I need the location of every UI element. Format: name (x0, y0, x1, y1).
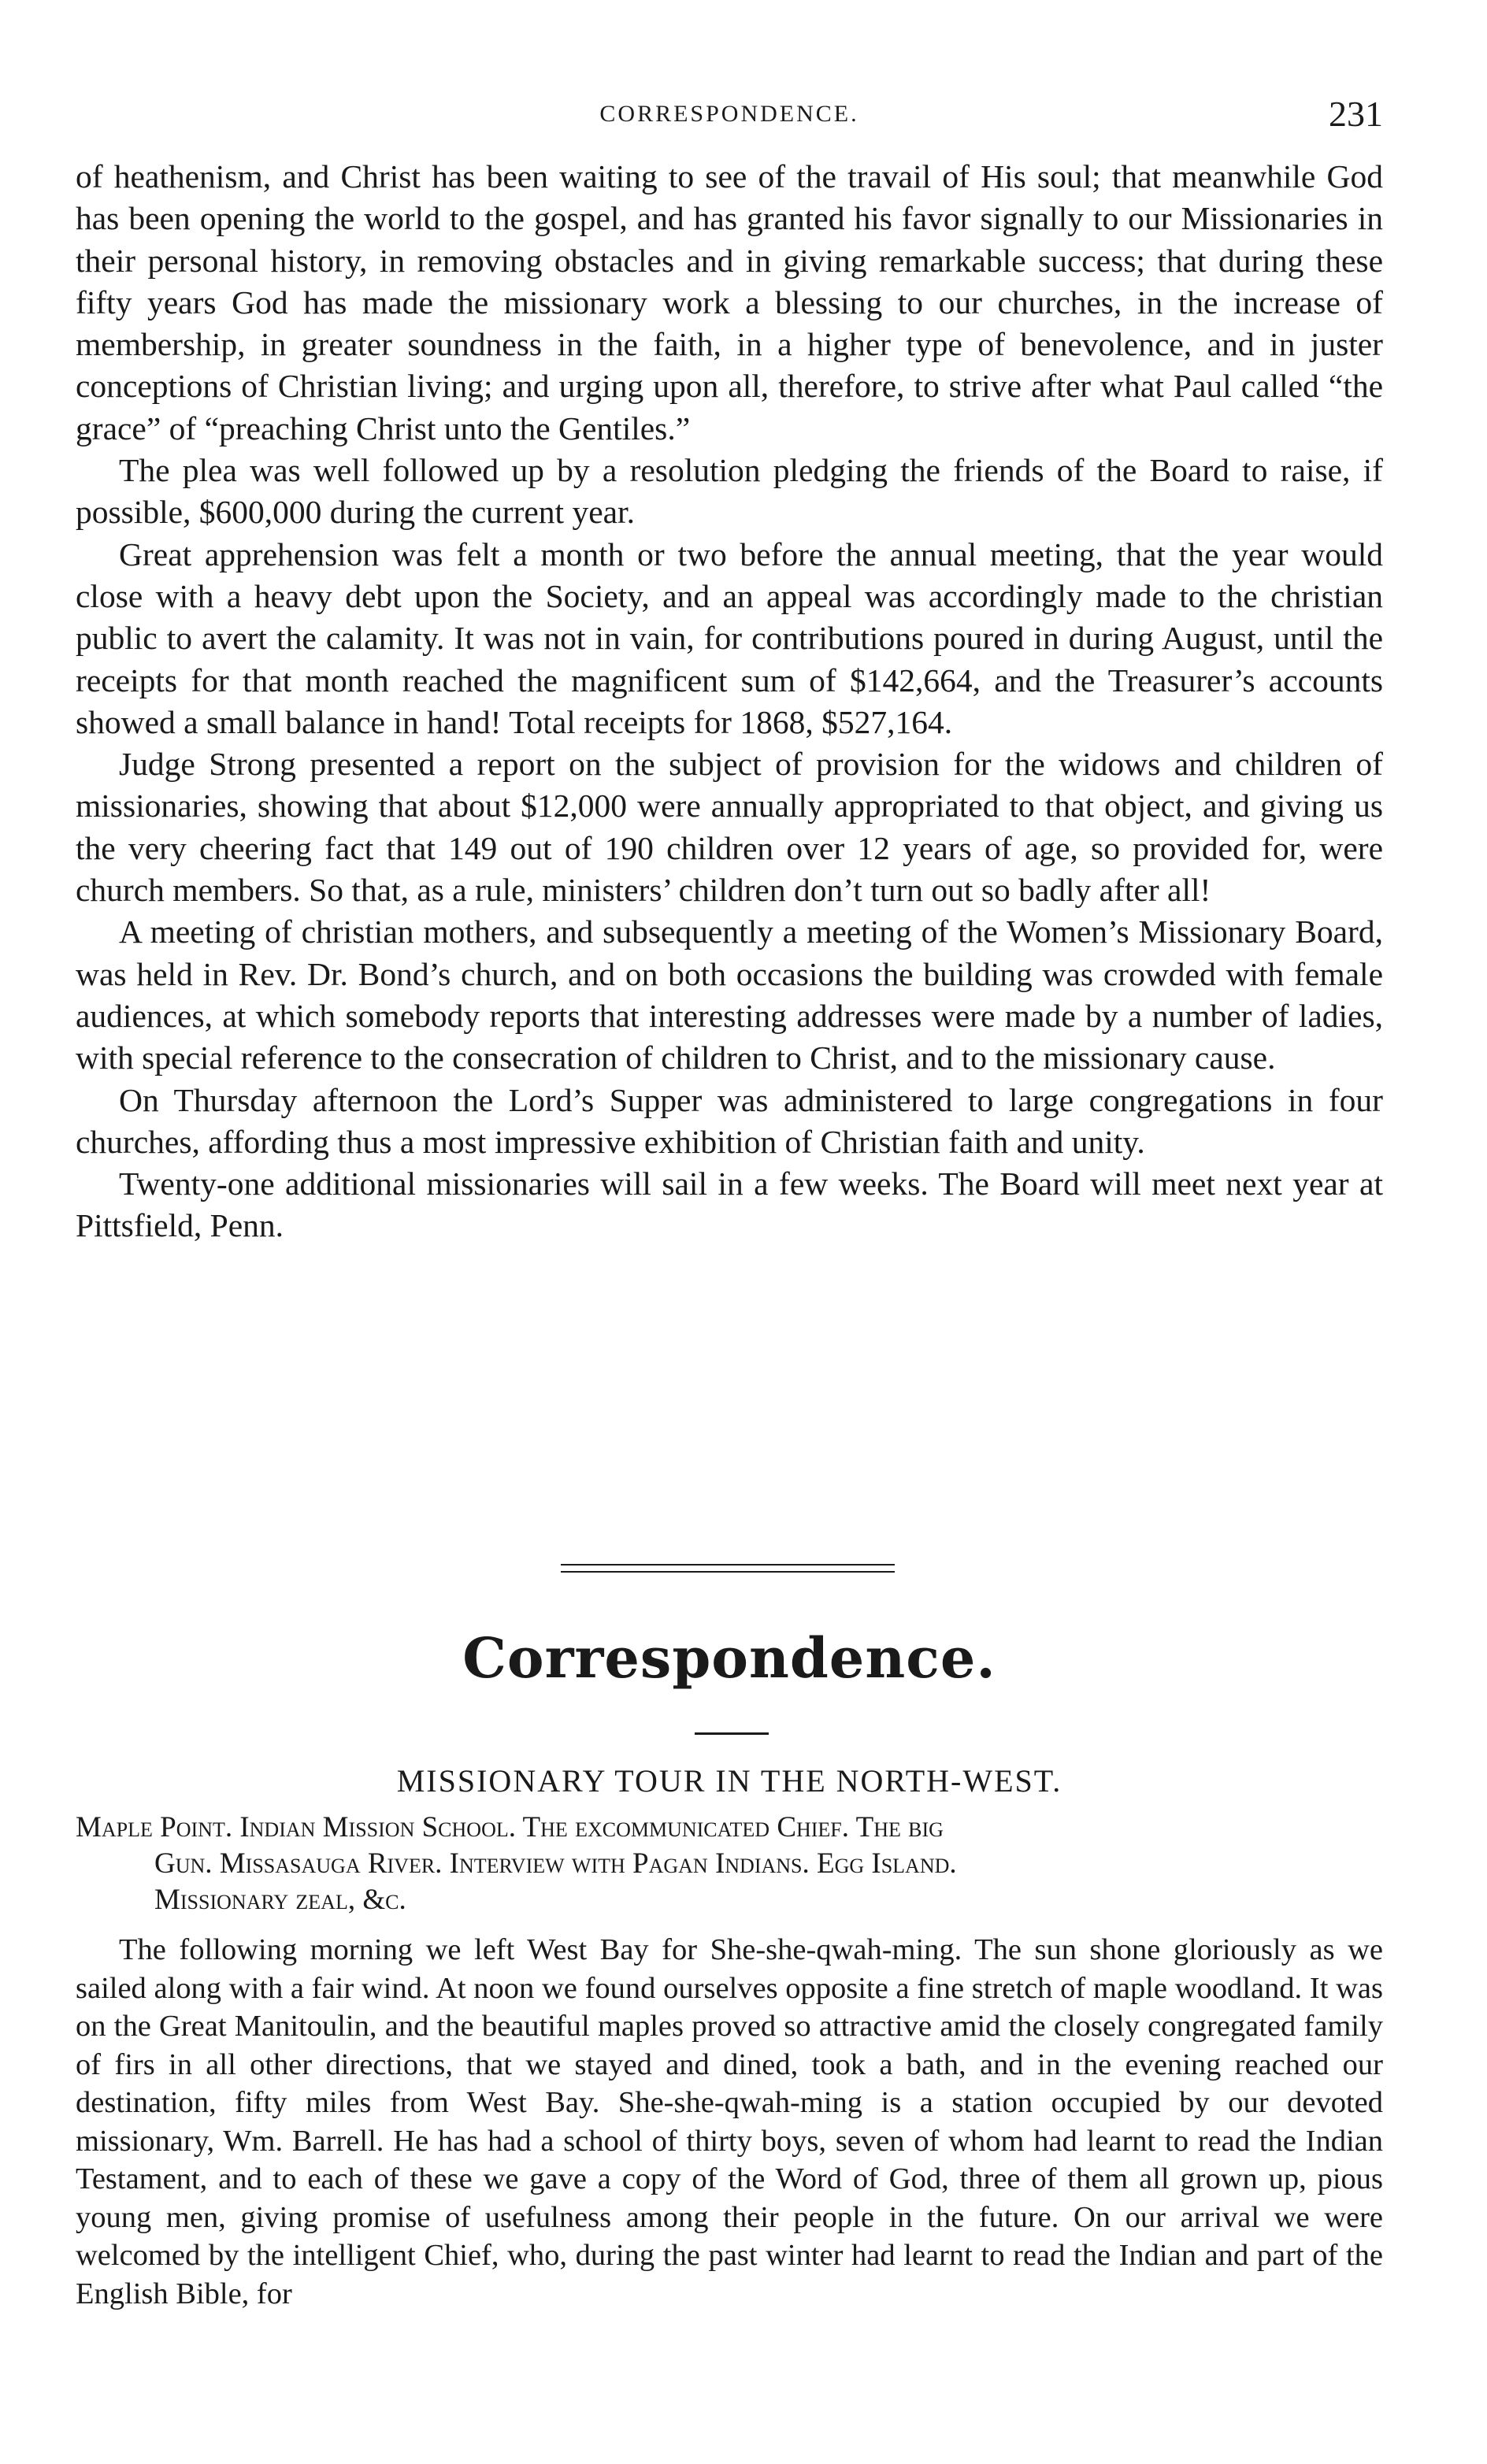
paragraph: Twenty-one additional missionaries will sail in a few weeks. The Board will meet next year at Pittsfield, Penn. (76, 1165, 1383, 1244)
summary-line: Maple Point. Indian Mission School. The excommunicated Chief. The big (76, 1811, 944, 1843)
summary-line: Gun. Missasauga River. Interview with Pagan Indians. Egg Island. (154, 1847, 957, 1880)
heading-rule (695, 1732, 769, 1735)
section-heading: Correspondence. (462, 1625, 996, 1691)
running-title: CORRESPONDENCE. (599, 101, 859, 127)
summary-line: Missionary zeal, &c. (154, 1884, 406, 1916)
section-divider (561, 1564, 895, 1575)
paragraph: The plea was well followed up by a resolution pledging the friends of the Board to raise, if possible, $600,000 during the current year. (76, 452, 1383, 531)
divider-line (561, 1571, 895, 1573)
article-summary (76, 1810, 1383, 1918)
article-text (76, 1931, 1383, 2313)
paragraph: Judge Strong presented a report on the subject of provision for the widows and children of missionaries, showing that about $12,000 were annually appropriated to that object, and giving us the very cheering fact that 149 out of 190 children over 12 years of age, so provided for, were church members. So that, as a rule, ministers’ children don’t turn out so badly after all! (76, 746, 1383, 909)
paragraph: Great apprehension was felt a month or two before the annual meeting, that the year would close with a heavy debt upon the Society, and an appeal was accordingly made to the christian public to avert the calamity. It was not in vain, for contributions poured in during August, until the receipts for that month reached the magnificent sum of $142,664, and the Treasurer’s accounts showed a small balance in hand! Total receipts for 1868, $527,164. (76, 535, 1383, 740)
article-title: MISSIONARY TOUR IN THE NORTH-WEST. (396, 1763, 1062, 1799)
running-head (76, 93, 1383, 140)
report-text (76, 156, 1383, 1247)
divider-line (561, 1564, 895, 1565)
paragraph-continued: of heathenism, and Christ has been waiting to see of the travail of His soul; that meanwhile God has been opening the world to the gospel, and has granted his favor signally to our Missionaries in their personal history, in removing obstacles and in giving remarkable success; that during these fifty years God has made the missionary work a blessing to our churches, in the increase of membership, in greater soundness in the faith, in a higher type of benevolence, and in juster conceptions of Christian living; and urging upon all, therefore, to strive after what Paul called “the grace” of “preaching Christ unto the Gentiles.” (76, 158, 1383, 446)
paragraph: On Thursday afternoon the Lord’s Supper was administered to large congregations in four churches, affording thus a most impressive exhibition of Christian faith and unity. (76, 1081, 1383, 1160)
paragraph: The following morning we left West Bay for She-she-qwah-ming. The sun shone gloriously as we sailed along with a fair wind. At noon we found ourselves opposite a fine stretch of maple woodland. It was on the Great Manitoulin, and the beautiful maples proved so attractive amid the closely congregated family of firs in all other directions, that we stayed and dined, took a bath, and in the evening reached our destination, fifty miles from West Bay. She-she-qwah-ming is a station occupied by our devoted missionary, Wm. Barrell. He has had a school of thirty boys, seven of whom had learnt to read the Indian Testament, and to each of these we gave a copy of the Word of God, three of them all grown up, pious young men, giving promise of usefulness among their people in the future. On our arrival we were welcomed by the intelligent Chief, who, during the past winter had learnt to read the Indian and part of the English Bible, for (76, 1933, 1383, 2310)
page-number: 231 (1329, 94, 1383, 134)
paragraph: A meeting of christian mothers, and subsequently a meeting of the Women’s Missionary Board, was held in Rev. Dr. Bond’s church, and on both occasions the building was crowded with female audiences, at which somebody reports that interesting addresses were made by a number of ladies, with special reference to the consecration of children to Christ, and to the missionary cause. (76, 913, 1383, 1076)
